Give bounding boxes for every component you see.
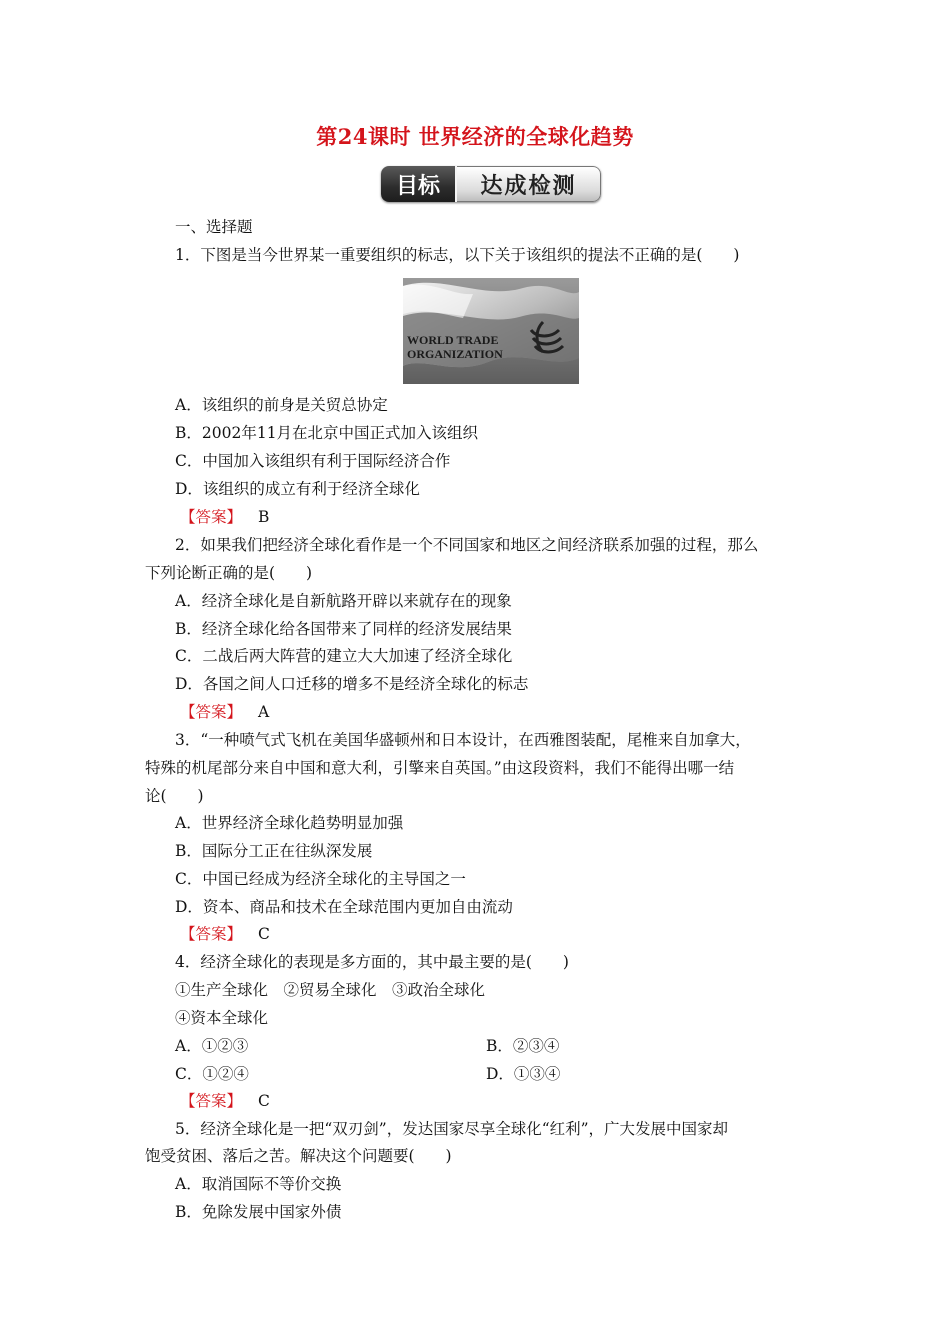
q3-stem-line1: 3．“一种喷气式飞机在美国华盛顿州和日本设计，在西雅图装配，尾椎来自加拿大，	[175, 731, 751, 749]
q5-option-b: B．免除发展中国家外债	[175, 1203, 342, 1221]
q4-option-c: C．①②④	[175, 1065, 249, 1083]
banner-left: 目标	[381, 166, 457, 202]
answer-label: 【答案】	[180, 508, 243, 526]
q3-option-d: D．资本、商品和技术在全球范围内更加自由流动	[175, 898, 513, 916]
q3-option-b: B．国际分工正在往纵深发展	[175, 842, 373, 860]
banner-right: 达成检测	[457, 166, 601, 202]
answer-label: 【答案】	[180, 925, 243, 943]
q5-stem-line2: 饱受贫困、落后之苦。解决这个问题要( )	[145, 1147, 452, 1165]
q2-option-d: D．各国之间人口迁移的增多不是经济全球化的标志	[175, 675, 529, 693]
answer-value: B	[258, 508, 270, 526]
q3-option-c: C．中国已经成为经济全球化的主导国之一	[175, 870, 466, 888]
q4-option-a: A．①②③	[175, 1037, 249, 1055]
q1-option-a: A．该组织的前身是关贸总协定	[175, 396, 388, 414]
q1-stem: 1．下图是当今世界某一重要组织的标志，以下关于该组织的提法不正确的是( )	[175, 246, 740, 264]
q3-answer	[180, 924, 270, 944]
q1-answer	[180, 507, 269, 527]
q3-stem-line3: 论( )	[145, 787, 204, 805]
q1-option-c: C．中国加入该组织有利于国际经济合作	[175, 452, 451, 470]
q3-stem-line2: 特殊的机尾部分来自中国和意大利，引擎来自英国。”由这段资料，我们不能得出哪一结	[145, 759, 735, 777]
q2-option-a: A．经济全球化是自新航路开辟以来就存在的现象	[175, 592, 512, 610]
q5-stem-line1: 5．经济全球化是一把“双刃剑”，发达国家尽享全球化“红利”，广大发展中国家却	[175, 1120, 729, 1138]
q2-stem-line2: 下列论断正确的是( )	[145, 564, 313, 582]
q2-option-c: C．二战后两大阵营的建立大大加速了经济全球化	[175, 647, 513, 665]
wto-logo-image	[403, 278, 579, 384]
q2-stem-line1: 2．如果我们把经济全球化看作是一个不同国家和地区之间经济联系加强的过程，那么	[175, 536, 759, 554]
q4-stem: 4．经济全球化的表现是多方面的，其中最主要的是( )	[175, 953, 569, 971]
logo-text-line1: WORLD TRADE	[407, 333, 499, 347]
answer-label: 【答案】	[180, 703, 243, 721]
q3-option-a: A．世界经济全球化趋势明显加强	[175, 814, 404, 832]
q2-option-b: B．经济全球化给各国带来了同样的经济发展结果	[175, 620, 512, 638]
section-banner	[381, 166, 601, 202]
answer-value: C	[258, 1092, 270, 1110]
q2-answer	[180, 702, 269, 722]
q5-option-a: A．取消国际不等价交换	[175, 1175, 342, 1193]
answer-value: C	[258, 925, 270, 943]
q1-option-d: D．该组织的成立有利于经济全球化	[175, 480, 420, 498]
answer-label: 【答案】	[180, 1092, 243, 1110]
q4-items-line2: ④资本全球化	[175, 1009, 269, 1027]
logo-text-line2: ORGANIZATION	[407, 347, 503, 361]
page-title: 第24课时 世界经济的全球化趋势	[316, 124, 634, 149]
q4-items-line1: ①生产全球化 ②贸易全球化 ③政治全球化	[175, 981, 486, 999]
section-heading: 一、选择题	[175, 218, 253, 236]
answer-value: A	[258, 703, 270, 721]
q4-option-b: B．②③④	[486, 1037, 560, 1055]
q4-option-d: D．①③④	[486, 1065, 561, 1083]
q4-answer	[180, 1091, 270, 1111]
q1-option-b: B．2002年11月在北京中国正式加入该组织	[175, 424, 479, 442]
